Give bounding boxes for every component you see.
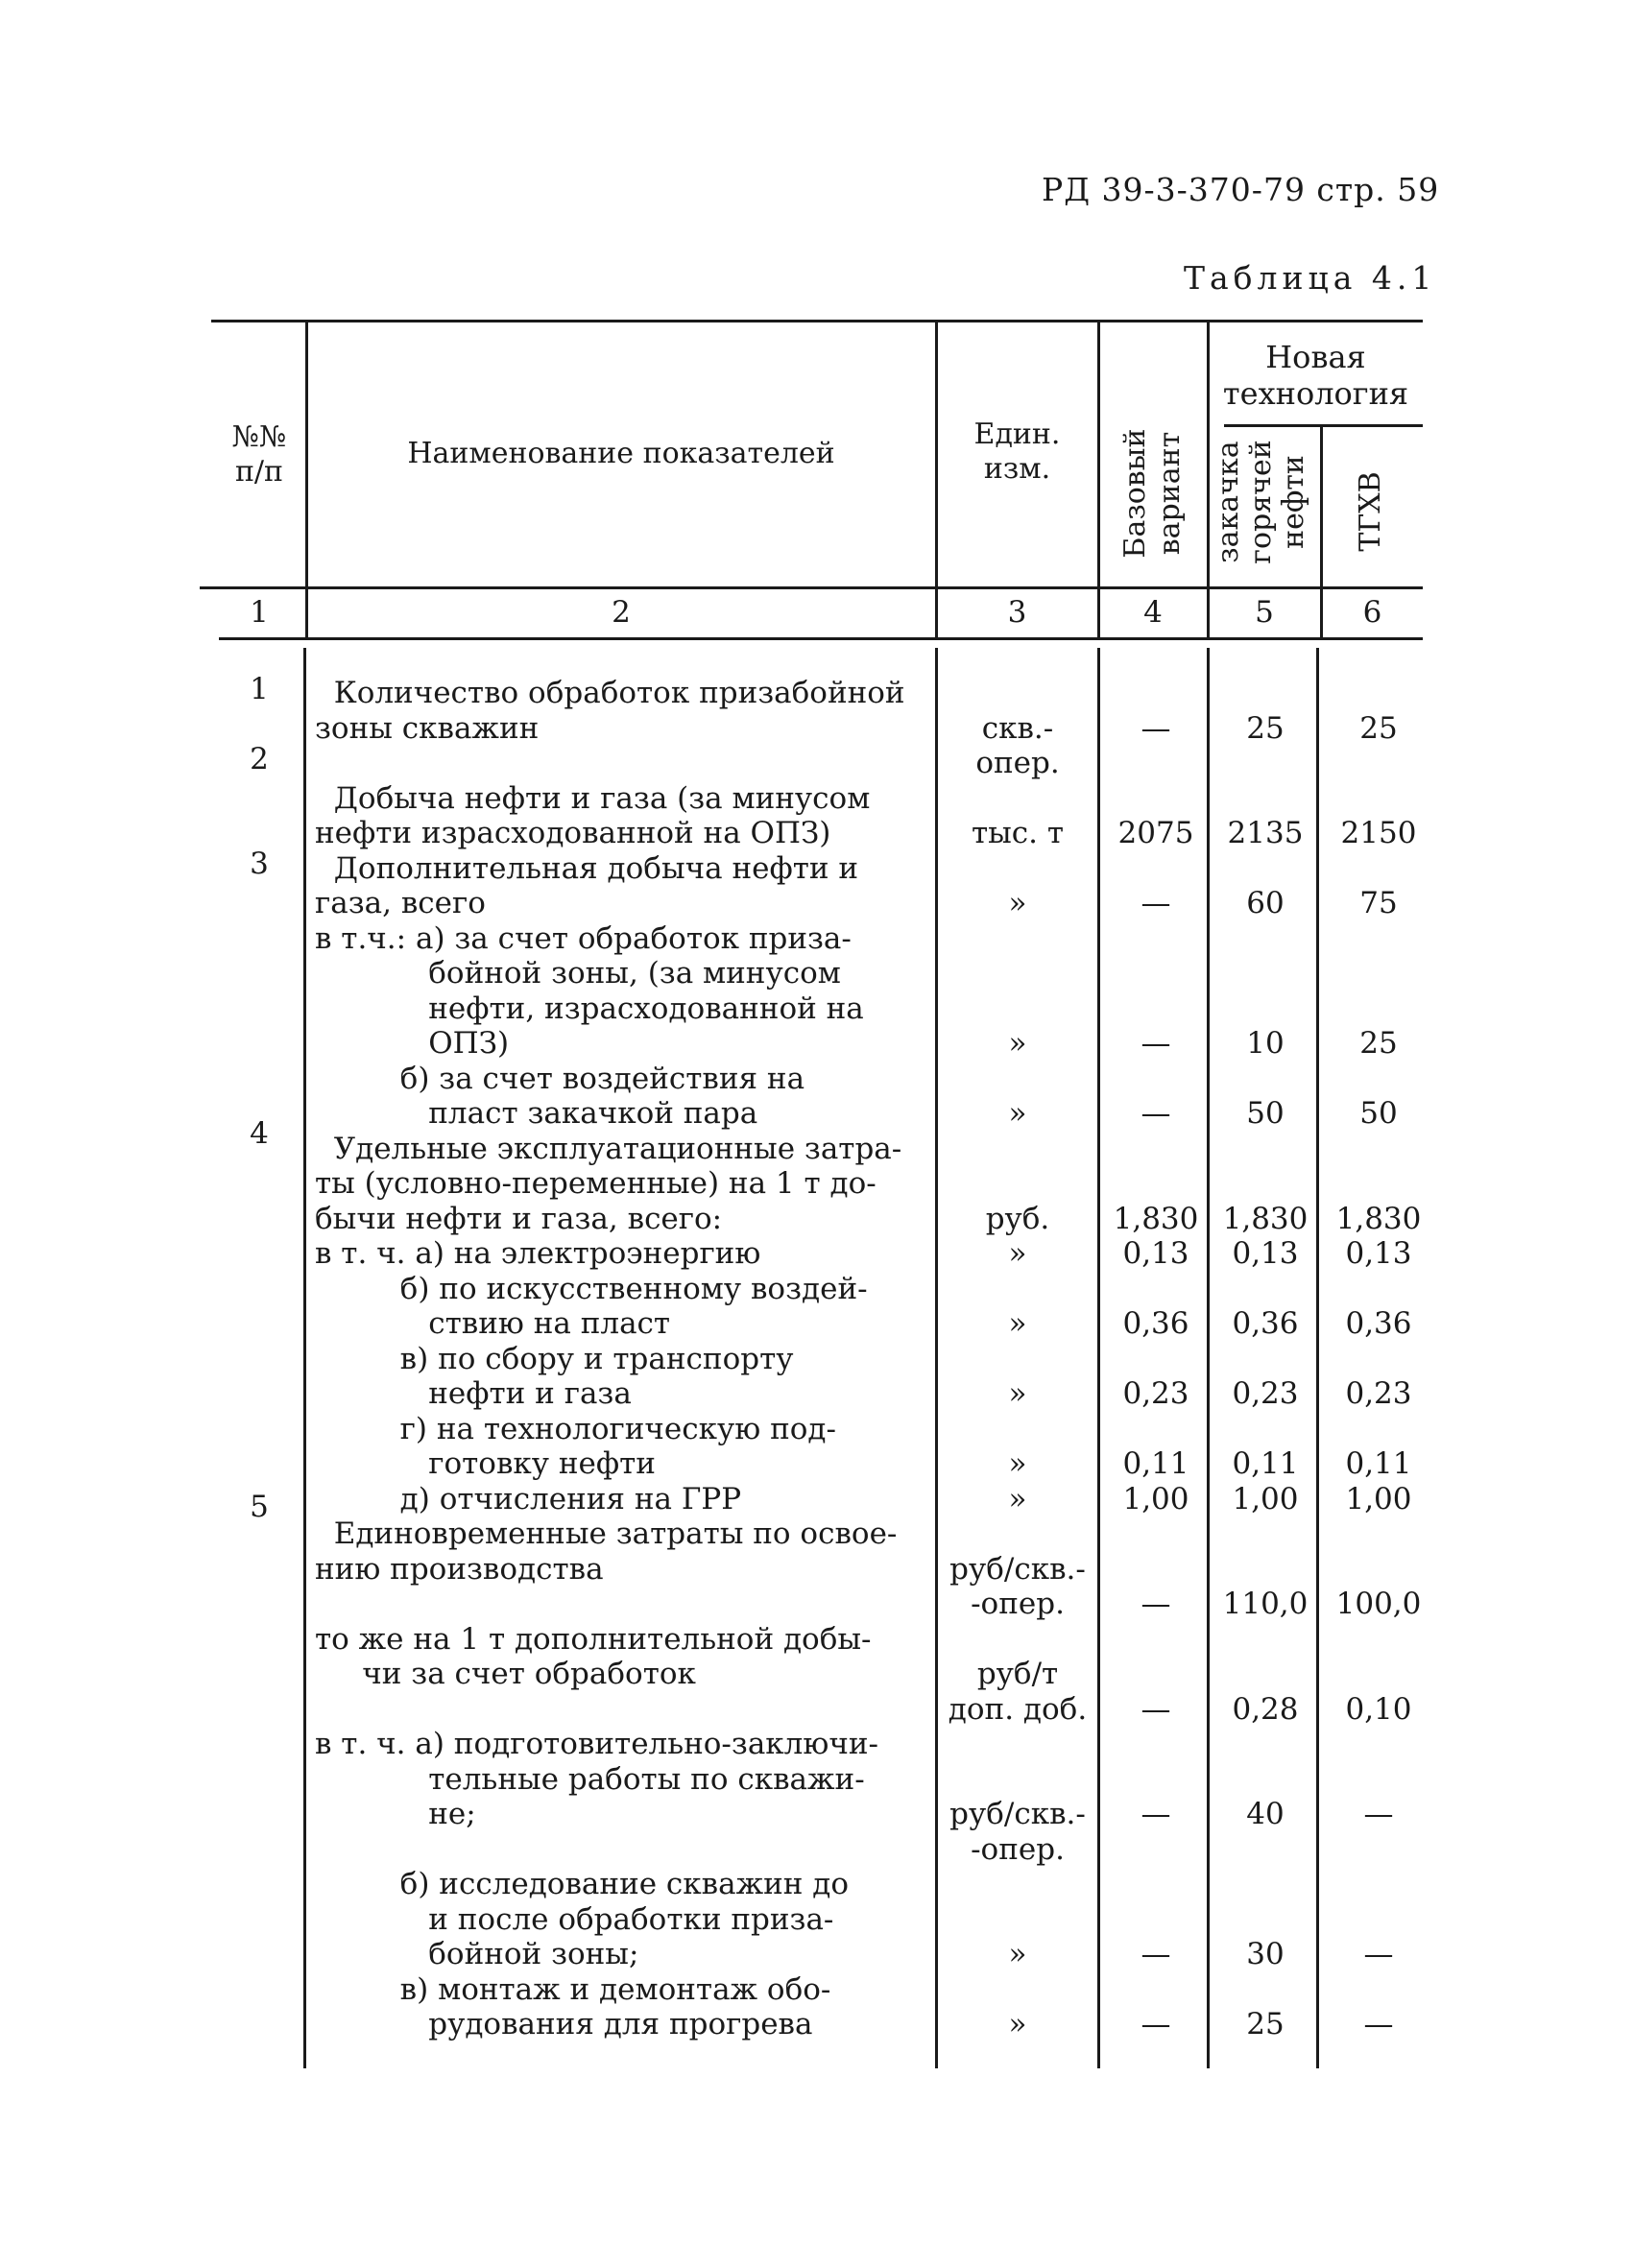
header-base: Базовый вариант <box>1118 428 1187 559</box>
hot-oil-value: 50 <box>1246 1096 1285 1131</box>
indicator-text: Количество обработок призабойной <box>315 676 905 710</box>
table-top-rule <box>211 320 1423 322</box>
indicator-text: тельные работы по скважи- <box>315 1761 865 1797</box>
base-value: 0,36 <box>1122 1306 1189 1341</box>
row-number: 4 <box>250 1116 269 1151</box>
indicator-text: нефти и газа <box>315 1376 632 1411</box>
header-new-tech: Новая технология <box>1222 339 1409 412</box>
base-value: 2075 <box>1117 816 1194 850</box>
indicator-text: б) исследование скважин до <box>315 1867 850 1901</box>
indicator-text: нефти, израсходованной на <box>315 991 864 1026</box>
indicator-text: бойной зоны, (за минусом <box>315 956 841 991</box>
indicator-text: пласт закачкой пара <box>315 1096 758 1131</box>
indicator-text: газа, всего <box>315 886 486 920</box>
hot-oil-value: 0,28 <box>1232 1691 1299 1727</box>
hot-oil-value: 1,830 <box>1222 1201 1309 1236</box>
indicator-text: д) отчисления на ГРР <box>315 1481 742 1516</box>
indicator-text: то же на 1 т дополнительной добы- <box>315 1621 872 1657</box>
unit-cell: тыс. т <box>971 816 1065 850</box>
unit-cell: » <box>1008 1481 1027 1516</box>
hot-oil-value: 40 <box>1246 1797 1285 1831</box>
base-value: — <box>1141 710 1171 746</box>
unit-cell: руб/т <box>976 1657 1059 1691</box>
header-tgxb: ТГХВ <box>1354 471 1387 552</box>
tgxb-value: 2150 <box>1340 816 1417 850</box>
indicator-text: не; <box>315 1797 476 1831</box>
indicator-text: в т.ч.: а) за счет обработок приза- <box>315 920 852 956</box>
unit-cell: опер. <box>975 746 1060 780</box>
tgxb-value: 0,11 <box>1345 1446 1412 1481</box>
indicator-text: и после обработки приза- <box>315 1901 834 1937</box>
page-header: РД 39-3-370-79 стр. 59 <box>1042 171 1440 208</box>
indicator-text: Удельные эксплуатационные затра- <box>315 1131 902 1166</box>
colnum-6: 6 <box>1362 595 1382 630</box>
hot-oil-value: 60 <box>1246 886 1285 920</box>
colnum-3: 3 <box>1007 595 1027 630</box>
indicator-text: б) за счет воздействия на <box>315 1061 805 1096</box>
new-tech-rule <box>1224 424 1423 427</box>
tgxb-value: 1,830 <box>1335 1201 1422 1236</box>
unit-cell: » <box>1008 1236 1027 1271</box>
tgxb-value: 0,36 <box>1345 1306 1412 1341</box>
hot-oil-value: 25 <box>1246 2007 1285 2041</box>
base-value: 1,830 <box>1113 1201 1199 1236</box>
indicator-text: в т. ч. а) на электроэнергию <box>315 1236 761 1271</box>
unit-cell: руб/скв.- <box>949 1797 1086 1831</box>
tgxb-value: 0,10 <box>1345 1691 1412 1727</box>
base-value: 0,23 <box>1122 1376 1189 1411</box>
indicator-text: Единовременные затраты по освое- <box>315 1516 898 1551</box>
hot-oil-value: 110,0 <box>1222 1587 1309 1621</box>
colnum-bottom-rule <box>219 637 1423 640</box>
header-vline-3 <box>1097 322 1100 638</box>
row-number: 3 <box>250 847 269 881</box>
header-unit: Един. изм. <box>973 418 1061 486</box>
row-number: 1 <box>250 672 269 706</box>
indicator-text: зоны скважин <box>315 710 540 746</box>
indicator-text: г) на технологическую под- <box>315 1411 836 1446</box>
tgxb-value: 25 <box>1359 1026 1398 1061</box>
indicator-text: ты (условно-переменные) на 1 т до- <box>315 1166 877 1201</box>
indicator-text: ствию на пласт <box>315 1306 671 1341</box>
table-caption: Таблица 4.1 <box>1184 259 1437 297</box>
header-bottom-rule <box>200 586 1423 589</box>
unit-cell: скв.- <box>981 710 1054 746</box>
unit-cell: руб/скв.- <box>949 1551 1086 1587</box>
header-num: №№ п/п <box>231 420 287 489</box>
tgxb-value: — <box>1363 1937 1394 1971</box>
tgxb-value: — <box>1363 1797 1394 1831</box>
hot-oil-value: 25 <box>1246 710 1285 746</box>
colnum-1: 1 <box>250 595 269 630</box>
row-number: 5 <box>250 1490 269 1524</box>
unit-cell: доп. доб. <box>948 1691 1088 1727</box>
indicator-text: Добыча нефти и газа (за минусом <box>315 780 871 816</box>
base-value: — <box>1141 1691 1171 1727</box>
base-value: — <box>1141 1797 1171 1831</box>
unit-cell: » <box>1008 886 1027 920</box>
hot-oil-value: 0,23 <box>1232 1376 1299 1411</box>
tgxb-value: 75 <box>1359 886 1398 920</box>
base-value: 1,00 <box>1122 1481 1189 1516</box>
body-vline-5 <box>1316 648 1319 2068</box>
colnum-4: 4 <box>1143 595 1163 630</box>
hot-oil-value: 1,00 <box>1232 1481 1299 1516</box>
tgxb-value: 1,00 <box>1345 1481 1412 1516</box>
tgxb-value: 50 <box>1359 1096 1398 1131</box>
unit-cell: руб. <box>985 1201 1050 1236</box>
base-value: — <box>1141 1096 1171 1131</box>
tgxb-value: — <box>1363 2007 1394 2041</box>
row-number: 2 <box>250 742 269 776</box>
unit-cell: » <box>1008 1096 1027 1131</box>
unit-cell: » <box>1008 2007 1027 2041</box>
indicator-text: чи за счет обработок <box>315 1657 696 1691</box>
base-value: 0,11 <box>1122 1446 1189 1481</box>
tgxb-value: 0,13 <box>1345 1236 1412 1271</box>
tgxb-value: 100,0 <box>1335 1587 1422 1621</box>
indicator-text: рудования для прогрева <box>315 2007 813 2041</box>
header-vline-1 <box>305 322 308 638</box>
hot-oil-value: 0,36 <box>1232 1306 1299 1341</box>
colnum-2: 2 <box>612 595 631 630</box>
body-vline-2 <box>935 648 938 2068</box>
header-name: Наименование показателей <box>407 437 835 470</box>
unit-cell: -опер. <box>971 1831 1065 1867</box>
indicator-text: готовку нефти <box>315 1446 656 1481</box>
indicator-text: бычи нефти и газа, всего: <box>315 1201 723 1236</box>
body-vline-4 <box>1207 648 1210 2068</box>
unit-cell: -опер. <box>971 1587 1065 1621</box>
unit-cell: » <box>1008 1026 1027 1061</box>
base-value: — <box>1141 1026 1171 1061</box>
hot-oil-value: 0,13 <box>1232 1236 1299 1271</box>
hot-oil-value: 30 <box>1246 1937 1285 1971</box>
indicator-text: нефти израсходованной на ОПЗ) <box>315 816 831 850</box>
unit-cell: » <box>1008 1376 1027 1411</box>
indicator-text: нию производства <box>315 1551 604 1587</box>
header-hot-oil: закачка горячей нефти <box>1212 440 1310 564</box>
body-vline-3 <box>1097 648 1100 2068</box>
body-vline-1 <box>303 648 306 2068</box>
indicator-text: б) по искусственному воздей- <box>315 1271 868 1306</box>
indicator-text: ОПЗ) <box>315 1026 510 1061</box>
indicator-text: в т. ч. а) подготовительно-заключи- <box>315 1727 878 1761</box>
indicator-text: в) по сбору и транспорту <box>315 1341 794 1376</box>
colnum-5: 5 <box>1255 595 1274 630</box>
tgxb-value: 0,23 <box>1345 1376 1412 1411</box>
hot-oil-value: 0,11 <box>1232 1446 1299 1481</box>
hot-oil-value: 10 <box>1246 1026 1285 1061</box>
indicator-text: в) монтаж и демонтаж обо- <box>315 1971 831 2007</box>
base-value: — <box>1141 1587 1171 1621</box>
base-value: — <box>1141 2007 1171 2041</box>
hot-oil-value: 2135 <box>1227 816 1304 850</box>
base-value: 0,13 <box>1122 1236 1189 1271</box>
indicator-text: Дополнительная добыча нефти и <box>315 850 859 886</box>
unit-cell: » <box>1008 1306 1027 1341</box>
indicator-text: бойной зоны; <box>315 1937 639 1971</box>
base-value: — <box>1141 1937 1171 1971</box>
tgxb-value: 25 <box>1359 710 1398 746</box>
unit-cell: » <box>1008 1937 1027 1971</box>
unit-cell: » <box>1008 1446 1027 1481</box>
base-value: — <box>1141 886 1171 920</box>
